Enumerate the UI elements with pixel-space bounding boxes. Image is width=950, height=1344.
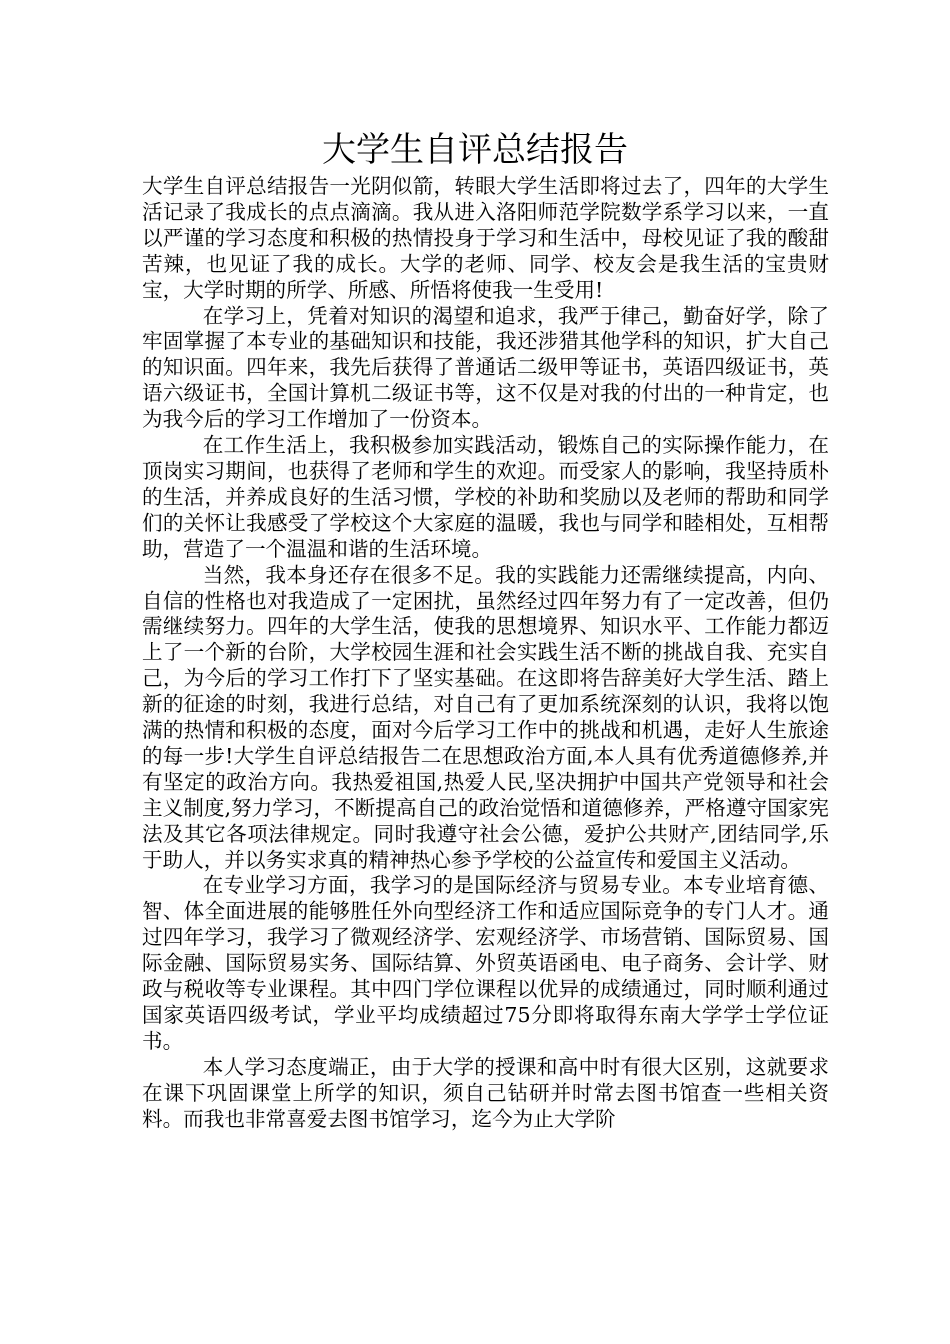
paragraph-work-life: 在工作生活上，我积极参加实践活动，锻炼自己的实际操作能力，在顶岗实习期间，也获得了老师和学生的欢迎。而受家人的影响，我坚持质朴的生活，并养成良好的生活习惯，学校的补助和奖励以及老师的帮助和同学们的关怀让我感受了学校这个大家庭的温暖，我也与同学和睦相处，互相帮助，营造了一个温温和谐的生活环境。	[142, 433, 829, 561]
paragraph-attitude: 本人学习态度端正，由于大学的授课和高中时有很大区别，这就要求在课下巩固课堂上所学的知识，须自己钻研并时常去图书馆查一些相关资料。而我也非常喜爱去图书馆学习，迄今为止大学阶	[142, 1054, 829, 1131]
paragraph-major-study: 在专业学习方面，我学习的是国际经济与贸易专业。本专业培育德、智、体全面进展的能够胜任外向型经济工作和适应国际竞争的专门人才。通过四年学习，我学习了微观经济学、宏观经济学、市场营销、国际贸易、国际金融、国际贸易实务、国际结算、外贸英语函电、电子商务、会计学、财政与税收等专业课程。其中四门学位课程以优异的成绩通过，同时顺利通过国家英语四级考试，学业平均成绩超过75分即将取得东南大学学士学位证书。	[142, 873, 829, 1053]
document-title: 大学生自评总结报告	[322, 130, 628, 170]
document-body	[142, 174, 829, 1133]
paragraph-intro: 大学生自评总结报告一光阴似箭，转眼大学生活即将过去了，四年的大学生活记录了我成长的点点滴滴。我从进入洛阳师范学院数学系学习以来，一直以严谨的学习态度和积极的热情投身于学习和生活中，母校见证了我的酸甜苦辣，也见证了我的成长。大学的老师、同学、校友会是我生活的宝贵财宝，大学时期的所学、所感、所悟将使我一生受用!	[142, 174, 829, 302]
paragraph-study: 在学习上，凭着对知识的渴望和追求，我严于律己，勤奋好学，除了牢固掌握了本专业的基础知识和技能，我还涉猎其他学科的知识，扩大自己的知识面。四年来，我先后获得了普通话二级甲等证书，英语四级证书，英语六级证书，全国计算机二级证书等，这不仅是对我的付出的一种肯定，也为我今后的学习工作增加了一份资本。	[142, 303, 829, 432]
paragraph-shortcomings: 当然，我本身还存在很多不足。我的实践能力还需继续提高，内向、自信的性格也对我造成了一定困扰，虽然经过四年努力有了一定改善，但仍需继续努力。四年的大学生活，使我的思想境界、知识水平、工作能力都迈上了一个新的台阶，大学校园生涯和社会实践生活不断的挑战自我、充实自己，为今后的学习工作打下了坚实基础。在这即将告辞美好大学生活、踏上新的征途的时刻，我进行总结，对自己有了更加系统深刻的认识，我将以饱满的热情和积极的态度，面对今后学习工作中的挑战和机遇，走好人生旅途的每一步!大学生自评总结报告二在思想政治方面,本人具有优秀道德修养,并有坚定的政治方向。我热爱祖国,热爱人民,坚决拥护中国共产党领导和社会主义制度,努力学习，不断提高自己的政治觉悟和道德修养，严格遵守国家宪法及其它各项法律规定。同时我遵守社会公德，爱护公共财产,团结同学,乐于助人，并以务实求真的精神热心参予学校的公益宣传和爱国主义活动。	[142, 562, 829, 872]
